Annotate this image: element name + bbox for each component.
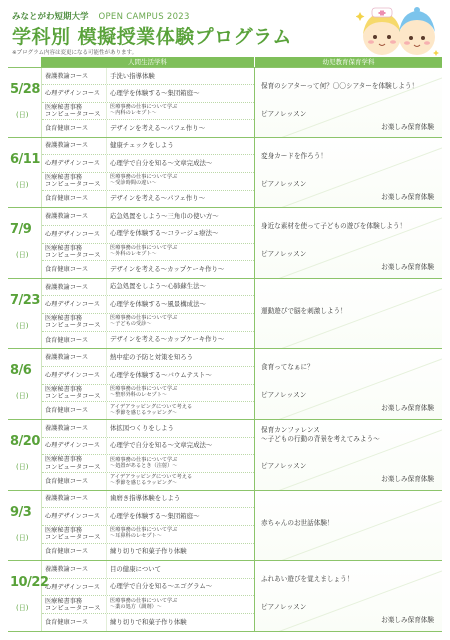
page-title: 学科別 模擬授業体験プログラム	[12, 26, 292, 48]
session-list	[41, 279, 255, 349]
session-topic: 医療事務の仕事について学ぶ 〜外科のレセプト〜	[106, 244, 254, 261]
session-topic: 健康チェックをしよう	[106, 138, 254, 155]
early-childhood-cell	[255, 279, 442, 349]
session-row	[42, 332, 254, 349]
session-topic: 医療事務の仕事について学ぶ 〜整形外科のレセプト〜	[106, 385, 254, 402]
page-header	[8, 6, 442, 62]
table-header	[41, 57, 442, 67]
course-name: 食育健康コース	[45, 195, 89, 203]
session-topic: 手洗い指導体験	[106, 68, 254, 84]
course-name: 心理デザインコース	[45, 371, 100, 379]
date-cell	[8, 68, 41, 137]
childcare-experience-label: お楽しみ保育体験	[381, 263, 434, 272]
session-topic: 医療事務の仕事について学ぶ 〜内科のレセプト〜	[106, 103, 254, 119]
session-row	[42, 120, 254, 136]
weekday-label: (日)	[16, 462, 29, 471]
session-row	[42, 526, 254, 544]
session-row	[42, 85, 254, 102]
session-topic: 心理学を体験する〜集団箱庭〜	[106, 85, 254, 101]
piano-lesson-label: ピアノレッスン	[261, 179, 307, 188]
course-name: 食育健康コース	[45, 124, 89, 132]
course-name: 医療秘書事務 コンピュータコース	[45, 174, 101, 189]
course-name: 養護教諭コース	[45, 212, 89, 220]
session-topic: 医療事務の仕事について学ぶ 〜処置があるとき（注射）〜	[106, 455, 254, 472]
day-row	[8, 420, 442, 491]
session-row	[42, 385, 254, 403]
course-name: 養護教諭コース	[45, 565, 89, 573]
day-row	[8, 349, 442, 420]
childcare-experience-label: お楽しみ保育体験	[381, 616, 434, 625]
session-topic: 心理学で自分を知る〜エゴグラム〜	[106, 579, 254, 596]
university-label: みなとがわ短期大学	[12, 12, 89, 22]
session-row	[42, 544, 254, 561]
course-name: 医療秘書事務 コンピュータコース	[45, 385, 101, 401]
course-name: 心理デザインコース	[45, 583, 100, 591]
session-topic: 応急処置をしよう〜心肺蘇生法〜	[106, 279, 254, 296]
course-name: 医療秘書事務 コンピュータコース	[45, 597, 101, 612]
mascot-characters-illustration	[356, 4, 440, 60]
course-name: 心理デザインコース	[45, 90, 100, 98]
session-topic: デザインを考える〜カップケーキ作り〜	[106, 261, 254, 278]
early-childhood-cell	[255, 561, 442, 631]
date-cell	[8, 208, 41, 278]
session-row	[42, 561, 254, 579]
childcare-experience-label: お楽しみ保育体験	[381, 192, 434, 201]
day-row	[8, 279, 442, 350]
day-row	[8, 67, 442, 138]
session-topic: アイデアラッピングについて考える 〜季節を感じるラッピング〜	[106, 402, 254, 419]
course-name: 心理デザインコース	[45, 230, 100, 238]
session-topic: 歯磨き指導体験をしよう	[106, 491, 254, 508]
day-row	[8, 138, 442, 209]
program-title: 保育のシアターって何？〇〇シアターを体験しよう！	[261, 82, 419, 90]
piano-lesson-label: ピアノレッスン	[261, 110, 307, 118]
session-topic: 心理学を体験する〜コラージュ療法〜	[106, 226, 254, 243]
session-topic: 心理学で自分を知る〜文章完成法〜	[106, 155, 254, 172]
column-header-early-childhood: 幼児教育保育学科	[255, 57, 442, 67]
program-table	[8, 57, 442, 632]
course-name: 食育健康コース	[45, 407, 89, 415]
session-row	[42, 173, 254, 191]
course-name: 医療秘書事務 コンピュータコース	[45, 103, 101, 119]
session-row	[42, 579, 254, 597]
session-row	[42, 491, 254, 509]
course-name: 養護教諭コース	[45, 424, 89, 432]
session-row	[42, 68, 254, 85]
course-name: 食育健康コース	[45, 477, 89, 485]
date-label: 8/6	[10, 363, 32, 379]
column-header-human-life: 人間生活学科	[41, 57, 255, 67]
session-row	[42, 208, 254, 226]
session-row	[42, 296, 254, 314]
date-cell	[8, 349, 41, 419]
session-list	[41, 68, 255, 137]
session-list	[41, 138, 255, 208]
session-row	[42, 614, 254, 631]
session-row	[42, 244, 254, 262]
session-topic: 熱中症の予防と対策を知ろう	[106, 349, 254, 366]
day-row	[8, 491, 442, 562]
weekday-label: (日)	[16, 604, 29, 613]
date-label: 7/23	[10, 292, 40, 308]
session-topic: 体拡図つくりをしよう	[106, 420, 254, 437]
date-cell	[8, 561, 49, 631]
session-row	[42, 438, 254, 456]
course-name: 養護教諭コース	[45, 72, 89, 80]
weekday-label: (日)	[16, 321, 29, 330]
weekday-label: (日)	[16, 533, 29, 542]
date-label: 7/9	[10, 222, 32, 238]
course-name: 心理デザインコース	[45, 442, 100, 450]
course-name: 医療秘書事務 コンピュータコース	[45, 456, 101, 471]
date-cell	[8, 138, 41, 208]
session-topic: 医療事務の仕事について学ぶ 〜子どもの受診〜	[106, 314, 254, 331]
piano-lesson-label: ピアノレッスン	[261, 391, 307, 400]
course-name: 食育健康コース	[45, 336, 89, 344]
date-cell	[8, 420, 41, 490]
session-list	[41, 561, 255, 631]
early-childhood-cell	[255, 138, 442, 208]
program-title: ふれあい遊びを覚えましょう！	[261, 575, 354, 584]
course-name: 養護教諭コース	[45, 495, 89, 503]
piano-lesson-label: ピアノレッスン	[261, 603, 307, 612]
session-topic: 心理学を体験する〜バウムテスト〜	[106, 367, 254, 384]
session-topic: 医療事務の仕事について学ぶ 〜受診時間の違い〜	[106, 173, 254, 190]
session-row	[42, 420, 254, 438]
date-label: 9/3	[10, 504, 32, 520]
session-topic: 応急処置をしよう〜三角巾の使い方〜	[106, 208, 254, 225]
session-row	[42, 261, 254, 278]
session-row	[42, 596, 254, 614]
program-title: 運動遊びで脳を刺激しよう！	[261, 306, 347, 315]
course-name: 食育健康コース	[45, 548, 89, 556]
session-row	[42, 279, 254, 297]
date-cell	[8, 279, 41, 349]
session-topic: 練り切りで和菓子作り体験	[106, 544, 254, 561]
session-row	[42, 155, 254, 173]
date-label: 10/22	[10, 575, 49, 591]
session-topic: デザインを考える〜パフェ作り〜	[106, 191, 254, 208]
childcare-experience-label: お楽しみ保育体験	[381, 474, 434, 483]
early-childhood-cell	[255, 68, 442, 137]
session-row	[42, 349, 254, 367]
session-row	[42, 402, 254, 419]
session-row	[42, 367, 254, 385]
weekday-label: (日)	[16, 111, 29, 119]
open-campus-label: OPEN CAMPUS 2023	[98, 12, 190, 22]
childcare-experience-label: お楽しみ保育体験	[381, 404, 434, 413]
program-title: 食育ってなぁに？	[261, 363, 314, 372]
day-row	[8, 208, 442, 279]
session-topic: デザインを考える〜パフェ作り〜	[106, 120, 254, 136]
session-list	[41, 420, 255, 490]
session-list	[41, 349, 255, 419]
weekday-label: (日)	[16, 180, 29, 189]
piano-lesson-label: ピアノレッスン	[261, 461, 307, 470]
program-title: 保育カンファレンス 〜子どもの行動の背景を考えてみよう〜	[261, 425, 380, 443]
session-topic: デザインを考える〜カップケーキ作り〜	[106, 332, 254, 349]
course-name: 医療秘書事務 コンピュータコース	[45, 527, 101, 542]
session-topic: 心理学を体験する〜集団箱庭〜	[106, 508, 254, 525]
session-row	[42, 314, 254, 332]
session-list	[41, 208, 255, 278]
session-topic: アイデアラッピングについて考える 〜季節を感じるラッピング〜	[106, 473, 254, 490]
session-row	[42, 138, 254, 156]
course-name: 食育健康コース	[45, 618, 89, 626]
childcare-experience-label: お楽しみ保育体験	[381, 123, 434, 131]
early-childhood-cell	[255, 349, 442, 419]
program-title: 身近な素材を使って子どもの遊びを体験しよう！	[261, 222, 407, 231]
course-name: 心理デザインコース	[45, 301, 100, 309]
course-name: 医療秘書事務 コンピュータコース	[45, 244, 101, 259]
session-topic: 練り切りで和菓子作り体験	[106, 614, 254, 631]
date-label: 5/28	[10, 82, 40, 97]
date-label: 6/11	[10, 151, 40, 167]
session-topic: 心理学を体験する〜風景構成法〜	[106, 296, 254, 313]
course-name: 医療秘書事務 コンピュータコース	[45, 315, 101, 330]
early-childhood-cell	[255, 491, 442, 561]
session-topic: 医療事務の仕事について学ぶ 〜薬の処方（調剤）〜	[106, 596, 254, 613]
schedule-days	[8, 67, 442, 632]
program-title: 変身カードを作ろう！	[261, 151, 327, 160]
university-name	[12, 10, 190, 22]
course-name: 養護教諭コース	[45, 142, 89, 150]
day-row	[8, 561, 442, 632]
session-row	[42, 226, 254, 244]
program-title: 赤ちゃんのお世話体験！	[261, 518, 334, 527]
session-row	[42, 103, 254, 120]
date-label: 8/20	[10, 433, 40, 449]
course-name: 養護教諭コース	[45, 354, 89, 362]
session-topic: 心理学で自分を知る〜文章完成法〜	[106, 438, 254, 455]
session-row	[42, 191, 254, 208]
early-childhood-cell	[255, 208, 442, 278]
session-list	[41, 491, 255, 561]
weekday-label: (日)	[16, 392, 29, 401]
session-row	[42, 508, 254, 526]
date-cell	[8, 491, 41, 561]
session-topic: 医療事務の仕事について学ぶ 〜耳鼻科のレセプト〜	[106, 526, 254, 543]
course-name: 心理デザインコース	[45, 160, 100, 168]
piano-lesson-label: ピアノレッスン	[261, 250, 307, 259]
early-childhood-cell	[255, 420, 442, 490]
session-topic: 目の健康について	[106, 561, 254, 578]
session-row	[42, 473, 254, 490]
course-name: 食育健康コース	[45, 265, 89, 273]
session-row	[42, 455, 254, 473]
course-name: 心理デザインコース	[45, 512, 100, 520]
weekday-label: (日)	[16, 251, 29, 260]
disclaimer-note: ※プログラム内容は変更になる可能性があります。	[12, 50, 138, 56]
course-name: 養護教諭コース	[45, 283, 89, 291]
